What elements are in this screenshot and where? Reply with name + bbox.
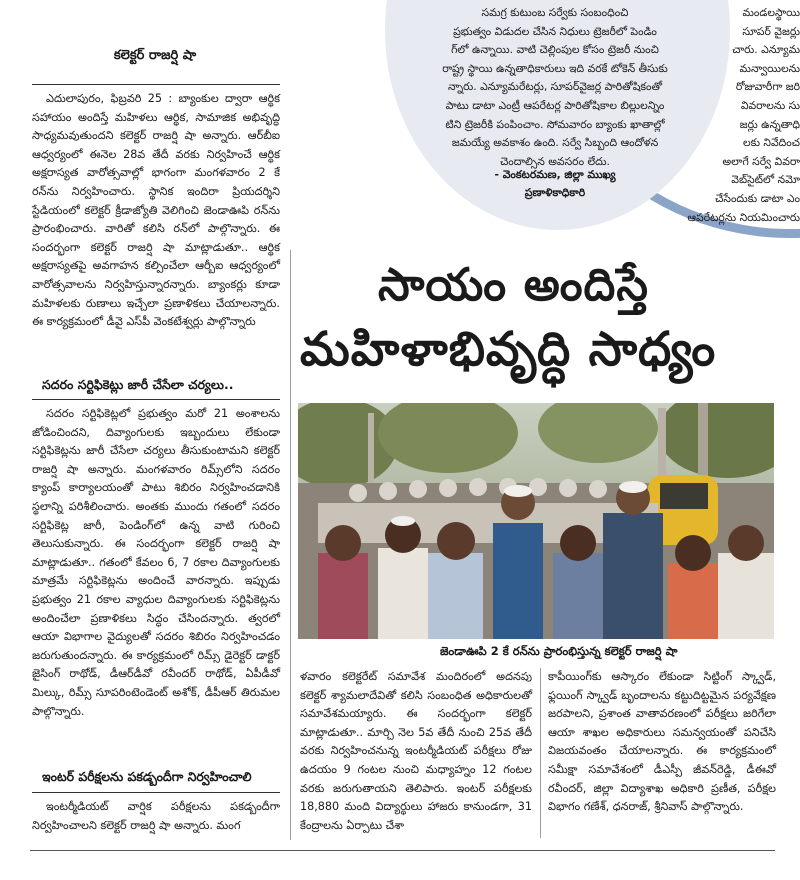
fragment-line: మండలస్థాయి [742,6,800,19]
article-exams-arrangements [548,668,776,817]
fragment-line: అలాగే సర్వే వివరా [722,154,800,168]
fragment-line: మన్వాయిలను [739,61,800,75]
photo-caption: జెండాఊపి 2 కే రన్‌ను ప్రారంభిస్తున్న కలెక్టర్ రాజర్షి షా [440,644,678,658]
photo-2k-run [298,403,774,639]
paragraph: ళవారం కలెక్టరేట్ సమావేశ మందిరంలో అదనపు కలెక్టర్ శ్యామలాదేవితో కలిసి సంబంధిత అధికారులతో సమావేశమయ్యారు. ఈ సందర్భంగా కలెక్టర్ మాట్లాడుతూ.. మార్చి నెల 5వ తేదీ నుంచి 25వ తేదీ వరకు నిర్వహించనున్న ఇంటర్మీడియట్ పరీక్షలు రోజు ఉదయం 9 గంటల నుంచి మధ్యాహ్నం 12 గంటల వరకు జరుగుతాయని తెలిపారు. ఇంటర్ పరీక్షలకు 18,880 మంది విద్యార్థులు హాజరు కానుండగా, 31 కేంద్రాలను ఏర్పాటు చేశా [300,670,532,832]
subheading-inter-exams: ఇంటర్ పరీక్షలను పకడ్బందీగా నిర్వహించాలి [42,769,252,784]
fragment-line: వివరాలను సు [740,98,800,112]
headline-line-1: సాయం అందిస్తే [378,258,649,311]
fragment-line: వెబ్‌సైట్‌లో నమో [731,173,800,187]
quote-line: సమగ్ర కుటుంబ సర్వేకు సంబంధించి [481,6,629,19]
fragment-line: ఆపరేటర్లను నియమించారు [687,210,800,224]
quote-credit [412,166,698,202]
fragment-line: సూపర్ వైజర్లు [742,24,800,38]
divider [32,84,280,85]
quote-line: జమయ్యే అవకాశం ఉంది. సర్వే సిబ్బంది ఆందోళన [451,136,659,150]
paragraph: ఇంటర్మీడియట్ వార్షిక పరీక్షలను పకడ్బందీగా నిర్వహించాలని కలెక్టర్ రాజర్షి షా అన్నారు. మంగ [32,800,280,832]
article-lead [32,90,280,332]
article-sadaram [32,405,280,721]
byline: కలెక్టర్ రాజర్షి షా [113,48,197,63]
quote-line: గ్‌లో ఉన్నాయి. వాటి చెల్లింపుల కోసం ట్రెజరీ నుంచి [451,43,659,57]
quote-credit-role: ప్రణాళికాధికారి [524,186,586,199]
paragraph: కాపీయింగ్‌కు ఆస్కారం లేకుండా సిట్టింగ్ స్క్వాడ్, ఫ్లయింగ్ స్క్వాడ్ బృందాలను కట్టుదిట్టమైన పర్యవేక్షణ జరపాలని, ప్రశాంత వాతావరణంలో పరీక్షలు జరిగేలా ఆయా శాఖల అధికారులు సమన్వయంతో పనిచేసి విజయవంతం చేయాలన్నారు. ఈ కార్యక్రమంలో సమీక్షా సమావేశంలో డీఎస్పీ జీవన్‌రెడ్డి, డీఈవో రవీందర్, జిల్లా విద్యాశాఖ అధికారి ప్రణీత, పరీక్షల విభాగం గణేశ్, ధనరాజ్, శ్రీనివాస్ పాల్గొన్నారు. [548,670,776,814]
quote-credit-name: - వెంకటరమణ, జిల్లా ముఖ్య [494,168,616,181]
divider [32,792,280,793]
fragment-line: చారు. ఎన్యూమ [732,43,800,57]
bottom-rule [30,850,775,851]
photo-illustration [298,403,774,639]
article-exams-continued [300,668,532,835]
right-column-fragment [664,4,800,227]
quote-line: టిని ట్రెజరీకి పంపించాం. సోమవారం బ్యాంకు ఖాతాల్లో [445,117,665,131]
headline-line-2: మహిళాభివృద్ధి సాధ్యం [300,322,717,377]
column-divider [540,668,541,838]
divider [32,399,280,400]
fragment-line: జర్లు ఉన్నతాధి [739,117,800,131]
quote-line: చెందాల్సిన అవసరం లేదు. [500,154,610,168]
paragraph: ఎదులాపురం, ఫిబ్రవరి 25 : బ్యాంకుల ద్వారా ఆర్థిక సహాయం అందిస్తే మహిళలు ఆర్థిక, సామాజిక అభివృద్ధి సాధ్యమవుతుందని కలెక్టర్ రాజర్షి షా అన్నారు. ఆర్‌బీఐ ఆధ్వర్యంలో ఈనెల 28వ తేదీ వరకు నిర్వహించే ఆర్థిక అక్షరాస్యత వారోత్సవాల్లో భాగంగా మంగళవారం 2 కే రన్‌ను నిర్వహించారు. స్థానిక ఇందిరా ప్రియదర్శిని స్టేడియంలో కలెక్టర్ క్రీడాజ్యోతి వెలిగించి జెండాఊపి రన్‌ను ప్రారంభించారు. వారితో కలిసి రన్‌లో పాల్గొన్నారు. ఈ సందర్భంగా కలెక్టర్ రాజర్షి షా మాట్లాడుతూ.. ఆర్థిక అక్షరాస్యతపై అవగాహన కల్పించేలా ఆర్బీఐ ఆధ్వర్యంలో వారోత్సవాలను నిర్వహిస్తున్నారన్నారు. బ్యాంకర్లు కూడా మహిళలకు రుణాలు ఇచ్చేలా ప్రణాళికలు చేయాలన్నారు. ఈ కార్యక్రమంలో డీవై ఎస్‌పీ వెంకటేశ్వర్లు పాల్గొన్నారు [32,92,280,329]
quote-line: ప్రభుత్వం విడుదల చేసిన నిధులు ట్రెజరీలో పెండిం [453,24,657,38]
fragment-line: చేసేందుకు డాటా ఎం [715,191,800,205]
quote-line: న్నారు. ఎన్యూమరేటర్లు, సూపర్‌వైజర్ల పారితోషికంతో [447,80,663,94]
subheading-sadaram: సదరం సర్టిఫికెట్లు జారీ చేసేలా చర్యలు.. [42,377,234,392]
fragment-line: రోజువారీగా జరి [735,80,800,94]
column-divider [290,250,291,840]
article-inter-exams [32,798,280,835]
quote-line: రాష్ట్ర స్థాయి ఉన్నతాధికారులు ఇది వరకే టోకెన్ తీసుకు [442,61,668,75]
quote-text [412,4,698,171]
quote-line: పాటు డాటా ఎంట్రీ ఆపరేటర్ల పారితోషికాల బిల్లులన్నిం [445,98,665,112]
paragraph: సదరం సర్టిఫికెట్లలో ప్రభుత్వం మరో 21 అంశాలను జోడించిందని, దివ్యాంగులకు ఇబ్బందులు లేకుండా సర్టిఫికెట్లను జారీ చేసేలా చర్యలు తీసుకుంటామని కలెక్టర్ రాజర్షి షా అన్నారు. మంగళవారం రిమ్స్‌లోని సదరం క్యాంప్ కార్యాలయంతో పాటు శిబిరం నిర్వహించడానికి స్థలాన్ని పరిశీలించారు. అంతకు ముందు గతంలో సదరం సర్టిఫికెట్ల జారీ, పెండింగ్‌లో ఉన్న వాటి గురించి తెలుసుకున్నారు. ఈ సందర్భంగా కలెక్టర్ రాజర్షి షా మాట్లాడుతూ.. గతంలో కేవలం 6, 7 రకాల దివ్యాంగులకు మాత్రమే సర్టిఫికెట్లను అందించే వారన్నారు. ఇప్పుడు ప్రభుత్వం 21 రకాల వ్యాధుల దివ్యాంగులకు సర్టిఫికెట్లను అందించేలా ప్రణాళికలు సిద్ధం చేసిందన్నారు. త్వరలో ఆయా విభాగాల వైద్యులతో సదరం శిబిరం నిర్వహించడం జరుగుతుందన్నారు. ఈ కార్యక్రమంలో రిమ్స్ డైరెక్టర్ డాక్టర్ జైసింగ్ రాథోడ్, డీఆర్‌డీవో రవీందర్ రాథోడ్, ఏపీడీవో మిల్కు, రిమ్స్ సూపరింటెండెంట్ అశోక్, డీపీఆర్ తిరుమల పాల్గొన్నారు. [32,407,280,718]
fragment-line: లకు నివేదించ [742,136,800,150]
